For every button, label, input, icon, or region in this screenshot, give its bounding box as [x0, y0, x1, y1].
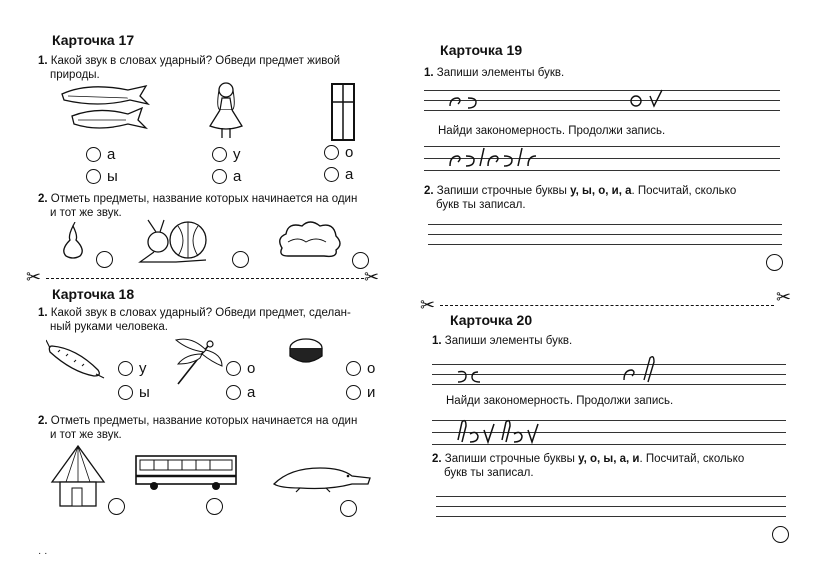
vegetables-icon: [136, 216, 218, 264]
coin-icon: [286, 334, 326, 368]
window-icon: [330, 82, 356, 142]
card18-task1-text: 1. Какой звук в словах ударный? Обведи предмет, сделан- ный руками человека.: [38, 307, 351, 333]
letter-elements-sample-icon: [446, 90, 496, 112]
scissors-icon: ✂: [420, 295, 436, 315]
cut-line: [440, 305, 774, 306]
writing-line: [428, 244, 782, 245]
card17-mark-circle[interactable]: [232, 251, 249, 268]
writing-line: [436, 506, 786, 507]
writing-line: [432, 384, 786, 385]
card17-mark-circle[interactable]: [96, 251, 113, 268]
card19-task1-text: 1. Запиши элементы букв.: [424, 67, 565, 79]
girl-icon: [204, 80, 248, 140]
card17-option[interactable]: о: [324, 144, 353, 161]
card18-mark-circle[interactable]: [206, 498, 223, 515]
card17-option[interactable]: ы: [86, 168, 118, 185]
card18-mark-circle[interactable]: [108, 498, 125, 515]
card17-option[interactable]: а: [212, 168, 241, 185]
card18-option[interactable]: ы: [118, 384, 150, 401]
card18-option[interactable]: и: [346, 384, 375, 401]
writing-line: [428, 224, 782, 225]
card19-title: Карточка 19: [440, 42, 523, 58]
whale-icon: [58, 82, 153, 134]
card17-option[interactable]: а: [324, 166, 353, 183]
card18-option[interactable]: о: [346, 360, 375, 377]
card18-option[interactable]: а: [226, 384, 255, 401]
scissors-icon: ✂: [776, 287, 792, 307]
card19-pattern-prompt: Найди закономерность. Продолжи запись.: [438, 125, 666, 137]
writing-line: [436, 496, 786, 497]
card18-option[interactable]: у: [118, 360, 147, 377]
pattern-sample-icon: [448, 144, 558, 174]
card20-title: Карточка 20: [450, 312, 533, 328]
writing-line: [428, 234, 782, 235]
card17-option[interactable]: у: [212, 146, 241, 163]
writing-line: [436, 516, 786, 517]
card20-answer-circle[interactable]: [772, 526, 789, 543]
card18-mark-circle[interactable]: [340, 500, 357, 517]
hut-icon: [48, 444, 108, 512]
letter-elements-sample-icon: [628, 88, 668, 110]
card17-task2-text: 2. Отметь предметы, название которых начинается на один и тот же звук.: [38, 193, 358, 219]
card17-task1-text: 1. Какой звук в словах ударный? Обведи предмет живой природы.: [38, 55, 341, 81]
card18-task2-text: 2. Отметь предметы, название которых начинается на один и тот же звук.: [38, 415, 358, 441]
letter-elements-sample-icon: [620, 350, 662, 386]
cucumber-icon: [46, 336, 108, 380]
card19-task2-text: 2. Запиши строчные буквы у, ы, о, и, а. Посчитай, сколько букв ты записал.: [424, 185, 737, 211]
card20-pattern-prompt: Найди закономерность. Продолжи запись.: [446, 395, 674, 407]
card20-task2-text: 2. Запиши строчные буквы у, о, ы, а, и. Посчитай, сколько букв ты записал.: [432, 453, 745, 479]
cloud-icon: [274, 218, 344, 260]
card20-task1-text: 1. Запиши элементы букв.: [432, 335, 573, 347]
bus-icon: [134, 452, 240, 492]
dragonfly-icon: [168, 334, 224, 390]
card17-title: Карточка 17: [52, 32, 135, 48]
scissors-icon: ✂: [26, 267, 42, 287]
card19-answer-circle[interactable]: [766, 254, 783, 271]
card18-title: Карточка 18: [52, 286, 135, 302]
page-number-mark: · ·: [38, 548, 48, 559]
cut-line: [46, 278, 364, 279]
platypus-icon: [270, 456, 374, 494]
card17-option[interactable]: а: [86, 146, 115, 163]
pattern-sample-icon: [456, 414, 556, 446]
scissors-icon: ✂: [364, 267, 380, 287]
pear-icon: [58, 222, 88, 260]
letter-elements-sample-icon: [454, 362, 494, 384]
card18-option[interactable]: о: [226, 360, 255, 377]
